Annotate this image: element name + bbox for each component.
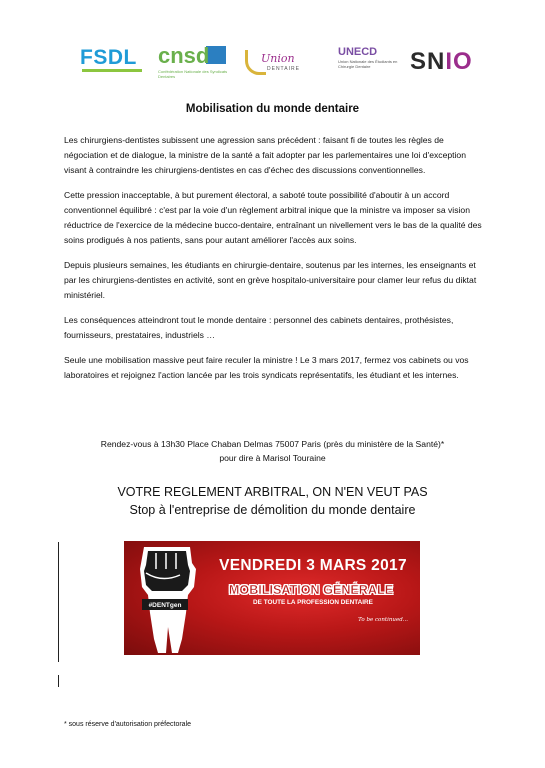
- banner-subheadline: DE TOUTE LA PROFESSION DENTAIRE: [253, 599, 373, 606]
- banner-continued: To be continued...: [358, 617, 408, 623]
- paragraph: Seule une mobilisation massive peut faire reculer la ministre ! Le 3 mars 2017, fermez vos cabinets ou vos laboratoires et rejoignez l'action lancée par les trois syndicats représentatifs, les étudiant et les internes.: [64, 355, 469, 380]
- meeting-info: [0, 437, 545, 465]
- slogan-line-1: VOTRE REGLEMENT ARBITRAL, ON N'EN VEUT PAS: [117, 485, 428, 499]
- hashtag-label: #DENTgen: [148, 602, 182, 609]
- margin-line: [58, 675, 59, 687]
- union-dentaire-logo: Union DENTAIRE: [243, 42, 313, 82]
- slogan: [0, 483, 545, 519]
- unecd-logo: UNECD Union Nationale des Étudiants en Chirurgie Dentaire: [338, 46, 398, 69]
- document-title: Mobilisation du monde dentaire: [185, 103, 360, 115]
- meeting-purpose: pour dire à Marisol Touraine: [219, 453, 326, 463]
- cnsd-logo: cnsd Confédération Nationale des Syndicats Dentaires: [158, 43, 228, 79]
- raised-fist-tooth-icon: [132, 543, 202, 655]
- paragraph: Les conséquences atteindront tout le monde dentaire : personnel des cabinets dentaires, prothésistes, fournisseurs, prestataires, industriels …: [64, 315, 454, 340]
- margin-line: [58, 542, 59, 662]
- mobilisation-banner: [124, 541, 420, 655]
- snio-logo: SNIO: [410, 48, 473, 75]
- meeting-location: Rendez-vous à 13h30 Place Chaban Delmas 75007 Paris (près du ministère de la Santé)*: [100, 439, 445, 449]
- banner-headline: MOBILISATION GÉNÉRALE: [228, 583, 394, 597]
- paragraph: Les chirurgiens-dentistes subissent une agression sans précédent : faisant fi de toutes les règles de négociation et de dialogue, la ministre de la santé a fait adopter par les parlementaires une loi d'exception visant à contraindre les chirurgiens-dentistes en cas d'échec des discussions conventionnelles.: [64, 135, 466, 175]
- logo-row: [80, 42, 480, 82]
- fsdl-logo: FSDL: [80, 42, 146, 82]
- paragraph: Cette pression inacceptable, à but purement électoral, a saboté toute possibilité d'aboutir à un accord conventionnel équilibré : c'est par la voie d'un règlement arbitral inique que la ministre va imposer sa vision réductrice de l'exercice de la médecine bucco-dentaire, entraînant un nivellement vers le bas de la qualité des soins prodigués à nos patients, sans pour autant améliorer l'accès aux soins.: [64, 190, 482, 245]
- banner-date: VENDREDI 3 MARS 2017: [219, 557, 407, 574]
- paragraph: Depuis plusieurs semaines, les étudiants en chirurgie-dentaire, soutenus par les internes, les enseignants et par les chirurgiens-dentistes en activité, sont en grève hospitalo-universitaire pour clamer leur refus du diktat ministériel.: [64, 260, 477, 300]
- document-body: [64, 133, 482, 393]
- slogan-line-2: Stop à l'entreprise de démolition du monde dentaire: [129, 503, 416, 517]
- footnote: * sous réserve d'autorisation préfectorale: [64, 721, 192, 728]
